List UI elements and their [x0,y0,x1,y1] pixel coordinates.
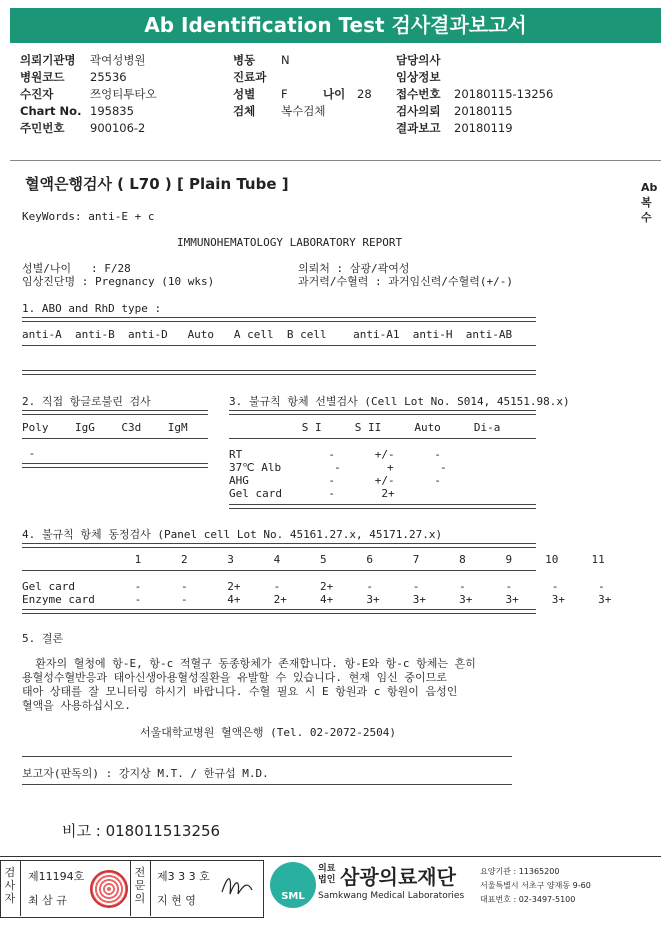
rule [22,756,512,757]
screen-row: RT - +/- - [229,448,441,461]
org-code: 요양기관 : 11365200 [480,867,560,876]
panel-row: Gel card - - 2+ - 2+ - - - - - - [22,580,605,593]
info-value: 195835 [90,104,134,118]
rule [22,784,512,785]
dat-value: - [22,447,36,460]
signature-icon [218,870,256,900]
panel-header: 1 2 3 4 5 6 7 8 9 10 11 [22,553,605,566]
info-value: 20180115-13256 [454,87,554,101]
rule [22,543,536,548]
screen-title: 3. 불규칙 항체 선별검사 (Cell Lot No. S014, 45151.98.x) [229,395,570,408]
org-name: 삼광의료재단 [340,865,456,889]
abo-header: anti-A anti-B anti-D Auto A cell B cell anti-A1 anti-H anti-AB [22,328,513,341]
info-label: Chart No. [20,104,82,118]
info-label: 검사의뢰 [396,104,441,118]
rule [22,438,208,439]
info-col-2 [233,52,372,120]
hospital-line: 서울대학교병원 혈액은행 (Tel. 02-2072-2504) [140,726,396,739]
lab-title: IMMUNOHEMATOLOGY LABORATORY REPORT [177,236,403,249]
footer-divider [0,856,661,857]
dat-title: 2. 직접 항글로불린 검사 [22,395,151,408]
rule [229,438,536,439]
org-english: Samkwang Medical Laboratories [318,891,465,901]
age-value: 28 [357,87,372,101]
diagnosis: 임상진단명 : Pregnancy (10 wks) [22,275,215,288]
rule [130,860,131,916]
rule [22,410,208,415]
age-label: 나이 [323,87,346,101]
screen-row: AHG - +/- - [229,474,441,487]
info-value: F [281,87,288,101]
keywords: KeyWords: anti-E + c [22,210,155,223]
seal-icon [90,870,128,908]
info-value: 곽여성병원 [90,53,146,67]
history: 과거력/수혈력 : 과거임신력/수혈력(+/-) [298,275,513,288]
info-label: 임상정보 [396,70,441,84]
screen-row: 37℃ Alb - + - [229,461,447,474]
rule [229,504,536,509]
info-value: 복수검체 [281,104,326,118]
org-prefix: 의료법인 [318,864,336,885]
sml-logo-icon [270,862,316,908]
info-label: 병동 [233,53,256,67]
dat-header: Poly IgG C3d IgM [22,421,188,434]
info-label: 결과보고 [396,121,441,135]
rule [22,370,536,375]
info-value: 900106-2 [90,121,146,135]
conclusion-title: 5. 결론 [22,632,64,645]
info-label: 접수번호 [396,87,441,101]
info-label: 검체 [233,104,256,118]
rule [150,860,151,916]
examiner-label: 검사자 [4,866,16,905]
examiner-number: 제11194호 [28,870,85,883]
info-value: 20180119 [454,121,513,135]
abo-title: 1. ABO and RhD type : [22,302,162,315]
specialist-label: 전문의 [134,866,146,905]
rule [20,860,21,916]
report-title: Ab Identification Test 검사결과보고서 [10,8,661,43]
info-value: 25536 [90,70,127,84]
info-label: 의뢰기관명 [20,53,76,67]
info-label: 수진자 [20,87,54,101]
sex-age: 성별/나이 : F/28 [22,262,131,275]
conclusion-line: 혈액을 사용하십시오. [22,699,131,712]
cut-off-text [641,180,661,225]
rule [22,317,536,322]
info-label: 담당의사 [396,53,441,67]
info-value: 20180115 [454,104,513,118]
org-tel: 대표번호 : 02-3497-5100 [480,895,576,904]
cut-off-line: Ab [641,181,658,194]
panel-title: 4. 불규칙 항체 동정검사 (Panel cell Lot No. 45161.27.x, 45171.27.x) [22,528,443,541]
requester: 의뢰처 : 삼광/곽여성 [298,262,410,275]
org-address: 서울특별시 서초구 양재동 9-60 [480,881,591,890]
memo: 비고 : 018011513256 [62,822,221,840]
specialist-number: 제3 3 3 호 [157,870,210,883]
info-label: 병원코드 [20,70,65,84]
reporter: 보고자(판독의) : 강지상 M.T. / 한규섭 M.D. [22,767,269,780]
screen-header: S I S II Auto Di-a [262,421,501,434]
info-col-1 [20,52,157,137]
examiner-name: 최 삼 규 [28,894,67,907]
conclusion-line: 용혈성수혈반응과 태아신생아용혈성질환을 유발할 수 있습니다. 현재 임신 중이므로 [22,671,447,684]
screen-row: Gel card - 2+ [229,487,395,500]
info-divider [10,160,661,161]
info-col-3 [396,52,553,137]
conclusion-line: 환자의 혈청에 항-E, 항-c 적혈구 동종항체가 존재합니다. 항-E와 항-c 항체는 흔히 [22,657,476,670]
info-label: 주민번호 [20,121,65,135]
rule [22,570,536,571]
panel-row: Enzyme card - - 4+ 2+ 4+ 3+ 3+ 3+ 3+ 3+ 3+ [22,593,612,606]
specialist-name: 지 현 영 [157,894,196,907]
info-label: 진료과 [233,70,267,84]
info-value: 쯔엉티투타오 [90,87,157,101]
cut-off-line: 복수 [641,196,652,224]
section-title: 혈액은행검사 ( L70 ) [ Plain Tube ] [25,175,289,193]
conclusion-line: 태아 상태를 잘 모니터링 하시기 바랍니다. 수혈 필요 시 E 항원과 c 항원이 음성인 [22,685,458,698]
rule [22,609,536,614]
rule [22,345,536,346]
info-label: 성별 [233,87,256,101]
rule [229,410,536,415]
rule [22,463,208,468]
logo-text: SML [281,891,305,902]
info-value: N [281,53,290,67]
